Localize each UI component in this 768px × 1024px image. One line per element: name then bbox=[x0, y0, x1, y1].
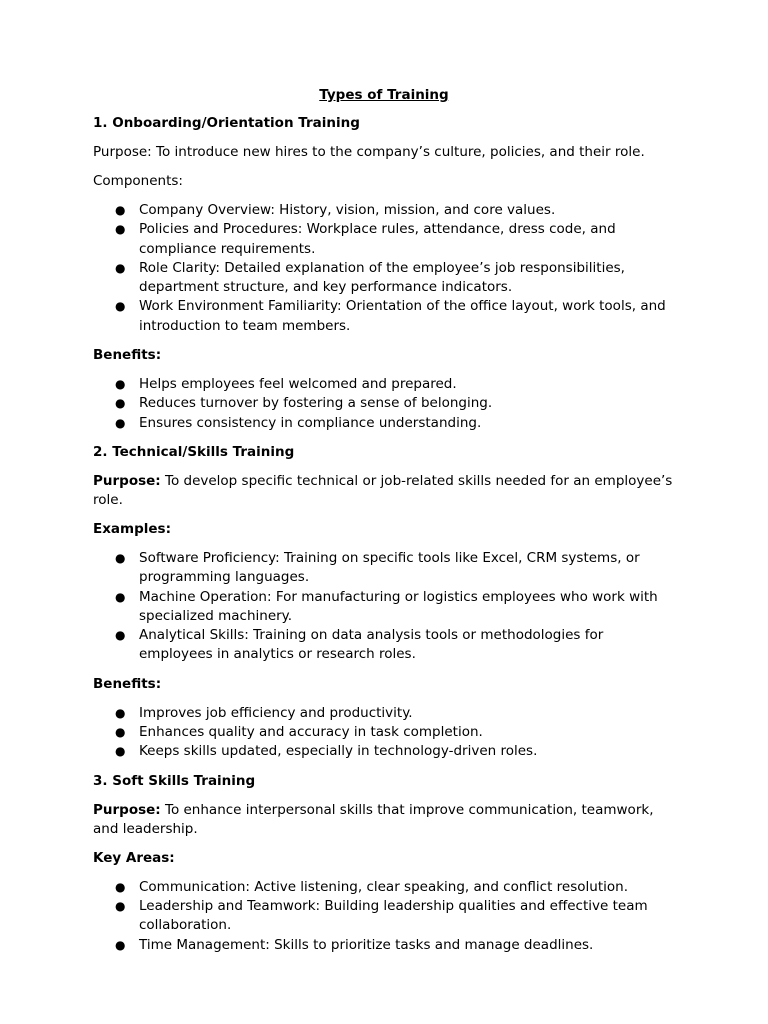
document-page bbox=[93, 86, 675, 965]
list-item: ● Work Environment Familiarity: Orientation of the office layout, work tools, and introduction to team members. bbox=[115, 298, 666, 334]
list-item: ● Improves job efficiency and productivity. bbox=[93, 704, 675, 723]
list-item: ● Helps employees feel welcomed and prepared. bbox=[93, 375, 675, 394]
key-areas-label: Key Areas: bbox=[93, 849, 175, 866]
list-item: ● Policies and Procedures: Workplace rules, attendance, dress code, and compliance requirements. bbox=[115, 221, 616, 257]
bullet-icon: ● bbox=[115, 879, 126, 894]
purpose-label: Purpose: bbox=[93, 801, 161, 818]
list-item: ● Machine Operation: For manufacturing or logistics employees who work with specialized machinery. bbox=[115, 588, 658, 624]
key-areas-list bbox=[93, 878, 675, 955]
section-purpose bbox=[93, 472, 675, 510]
list-item: ● Analytical Skills: Training on data analysis tools or methodologies for employees in analytics or research roles. bbox=[115, 627, 604, 663]
list-item: ● Enhances quality and accuracy in task completion. bbox=[93, 723, 675, 742]
section-soft-skills bbox=[93, 772, 675, 955]
purpose-text: To enhance interpersonal skills that improve communication, teamwork, and leadership. bbox=[93, 801, 654, 837]
section-heading: 3. Soft Skills Training bbox=[93, 772, 256, 789]
list-item: ● Company Overview: History, vision, mission, and core values. bbox=[93, 201, 675, 220]
components-list bbox=[93, 201, 675, 336]
section-heading: 1. Onboarding/Orientation Training bbox=[93, 115, 360, 131]
purpose-text: To develop specific technical or job-related skills needed for an employee’s role. bbox=[93, 472, 673, 508]
benefits-list bbox=[93, 704, 675, 762]
bullet-icon: ● bbox=[115, 396, 126, 411]
bullet-icon: ● bbox=[115, 628, 126, 643]
examples-label: Examples: bbox=[93, 520, 171, 537]
purpose-text: Purpose: To introduce new hires to the company’s culture, policies, and their role. bbox=[93, 144, 645, 160]
bullet-icon: ● bbox=[115, 377, 126, 392]
bullet-icon: ● bbox=[115, 222, 126, 237]
section-onboarding bbox=[93, 114, 675, 433]
bullet-icon: ● bbox=[115, 898, 126, 913]
examples-list bbox=[93, 549, 675, 665]
list-item: ● Role Clarity: Detailed explanation of the employee’s job responsibilities, department structure, and key performance indicators. bbox=[115, 259, 625, 296]
list-item: ● Leadership and Teamwork: Building leadership qualities and effective team collaboration. bbox=[115, 897, 648, 934]
bullet-icon: ● bbox=[115, 589, 126, 604]
purpose-label: Purpose: bbox=[93, 472, 161, 489]
bullet-icon: ● bbox=[115, 550, 126, 565]
benefits-label: Benefits: bbox=[93, 675, 162, 692]
bullet-icon: ● bbox=[115, 744, 126, 759]
list-item: ● Keeps skills updated, especially in technology-driven roles. bbox=[93, 742, 675, 761]
section-technical bbox=[93, 443, 675, 762]
list-item: ● Software Proficiency: Training on specific tools like Excel, CRM systems, or programming languages. bbox=[115, 549, 640, 586]
list-item: ● Time Management: Skills to prioritize tasks and manage deadlines. bbox=[93, 936, 675, 955]
section-purpose bbox=[93, 801, 675, 839]
section-purpose bbox=[93, 143, 675, 162]
bullet-icon: ● bbox=[115, 299, 126, 314]
benefits-list bbox=[93, 375, 675, 433]
list-item: ● Ensures consistency in compliance understanding. bbox=[93, 414, 675, 433]
components-label: Components: bbox=[93, 173, 183, 189]
list-item: ● Communication: Active listening, clear speaking, and conflict resolution. bbox=[93, 878, 675, 897]
list-item: ● Reduces turnover by fostering a sense of belonging. bbox=[93, 394, 675, 413]
bullet-icon: ● bbox=[115, 203, 126, 217]
bullet-icon: ● bbox=[115, 415, 126, 430]
section-heading: 2. Technical/Skills Training bbox=[93, 443, 295, 460]
bullet-icon: ● bbox=[115, 937, 126, 952]
bullet-icon: ● bbox=[115, 705, 126, 720]
bullet-icon: ● bbox=[115, 725, 126, 740]
document-title: Types of Training bbox=[319, 87, 449, 103]
benefits-label: Benefits: bbox=[93, 347, 162, 364]
bullet-icon: ● bbox=[115, 260, 126, 275]
